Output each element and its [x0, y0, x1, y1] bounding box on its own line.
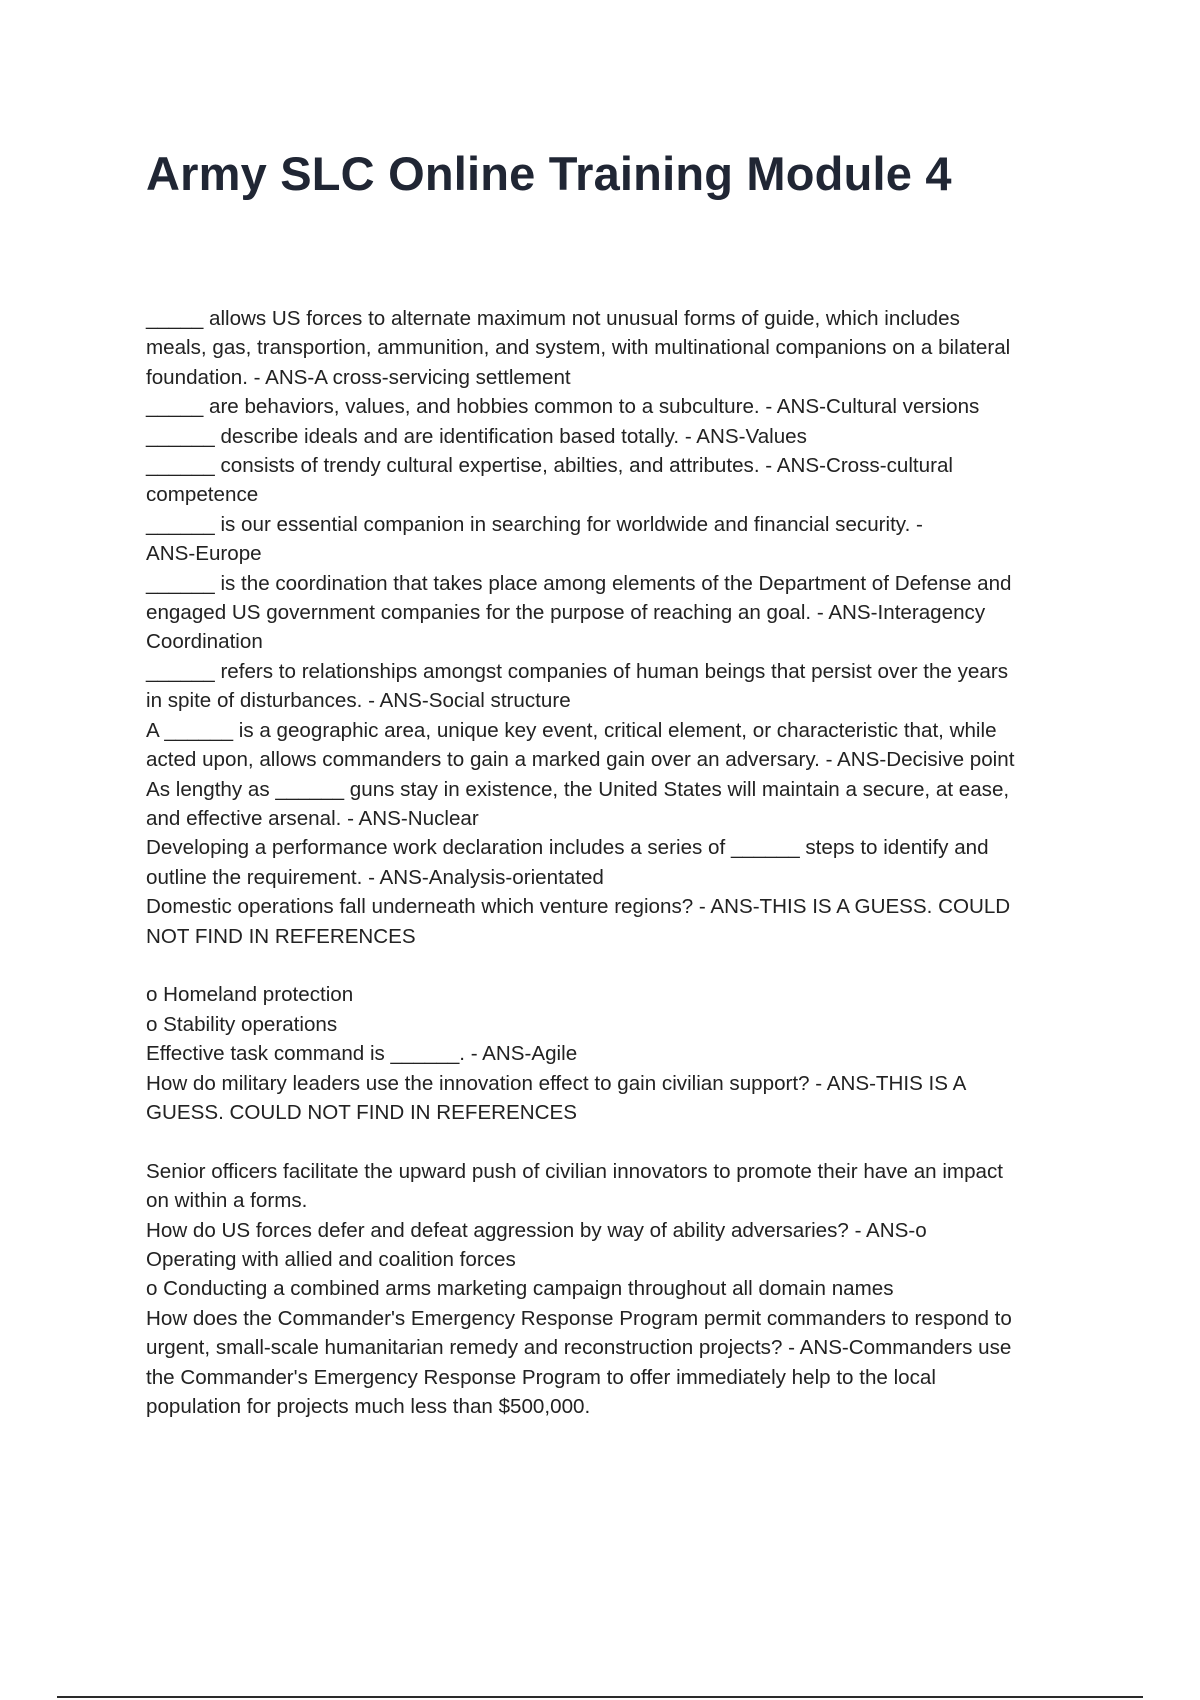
text-line: How do US forces defer and defeat aggression by way of ability adversaries? - ANS-o	[146, 1218, 927, 1242]
text-line: As lengthy as ______ guns stay in existence, the United States will maintain a secure, at ease,	[146, 777, 1010, 801]
text-line: population for projects much less than $500,000.	[146, 1395, 591, 1418]
text-line: o Homeland protection	[146, 983, 354, 1007]
text-line: acted upon, allows commanders to gain a marked gain over an adversary. - ANS-Decisive point	[146, 748, 1015, 772]
text-line: GUESS. COULD NOT FIND IN REFERENCES	[146, 1100, 578, 1124]
text-line: engaged US government companies for the purpose of reaching an goal. - ANS-Interagency	[146, 601, 986, 625]
text-line: Developing a performance work declaration includes a series of ______ steps to identify and	[146, 836, 989, 860]
text-line: ANS-Europe	[146, 542, 262, 566]
text-line: Senior officers facilitate the upward push of civilian innovators to promote their have an impact	[146, 1159, 1004, 1183]
text-line: in spite of disturbances. - ANS-Social structure	[146, 689, 571, 713]
text-line: How does the Commander's Emergency Response Program permit commanders to respond to	[146, 1306, 1012, 1330]
text-line: o Conducting a combined arms marketing campaign throughout all domain names	[146, 1277, 894, 1301]
text-line: ______ consists of trendy cultural expertise, abilties, and attributes. - ANS-Cross-cultural	[146, 454, 953, 478]
text-line: meals, gas, transportion, ammunition, and system, with multinational companions on a bilateral	[146, 336, 1011, 360]
text-line: Effective task command is ______. - ANS-Agile	[146, 1042, 578, 1066]
text-line: How do military leaders use the innovation effect to gain civilian support? - ANS-THIS IS A	[146, 1071, 967, 1095]
blank-line	[146, 1127, 1086, 1156]
bottom-divider	[57, 1696, 1143, 1698]
text-line: ______ describe ideals and are identification based totally. - ANS-Values	[146, 424, 807, 448]
text-line: urgent, small-scale humanitarian remedy and reconstruction projects? - ANS-Commanders use	[146, 1336, 1012, 1360]
text-line: on within a forms.	[146, 1189, 308, 1213]
text-line: ______ refers to relationships amongst companies of human beings that persist over the years	[146, 659, 1008, 683]
document-body	[146, 304, 1086, 1421]
text-line: o Stability operations	[146, 1012, 338, 1036]
text-line: Coordination	[146, 630, 263, 654]
text-line: _____ are behaviors, values, and hobbies common to a subculture. - ANS-Cultural versions	[146, 395, 980, 419]
text-line: outline the requirement. - ANS-Analysis-orientated	[146, 865, 604, 889]
text-line: ______ is the coordination that takes place among elements of the Department of Defense and	[146, 571, 1012, 595]
text-line: and effective arsenal. - ANS-Nuclear	[146, 806, 479, 830]
blank-line	[146, 951, 1086, 980]
text-line: ______ is our essential companion in searching for worldwide and financial security. -	[146, 512, 923, 536]
text-line: A ______ is a geographic area, unique key event, critical element, or characteristic that, while	[146, 718, 997, 742]
text-line: Domestic operations fall underneath which venture regions? - ANS-THIS IS A GUESS. COULD	[146, 895, 1011, 919]
text-line: _____ allows US forces to alternate maximum not unusual forms of guide, which includes	[146, 307, 960, 330]
text-line: NOT FIND IN REFERENCES	[146, 924, 416, 948]
text-line: the Commander's Emergency Response Program to offer immediately help to the local	[146, 1365, 936, 1389]
text-line: foundation. - ANS-A cross-servicing settlement	[146, 365, 571, 389]
text-line: competence	[146, 483, 259, 507]
page-title: Army SLC Online Training Module 4	[146, 147, 952, 200]
text-line: Operating with allied and coalition forces	[146, 1247, 516, 1271]
